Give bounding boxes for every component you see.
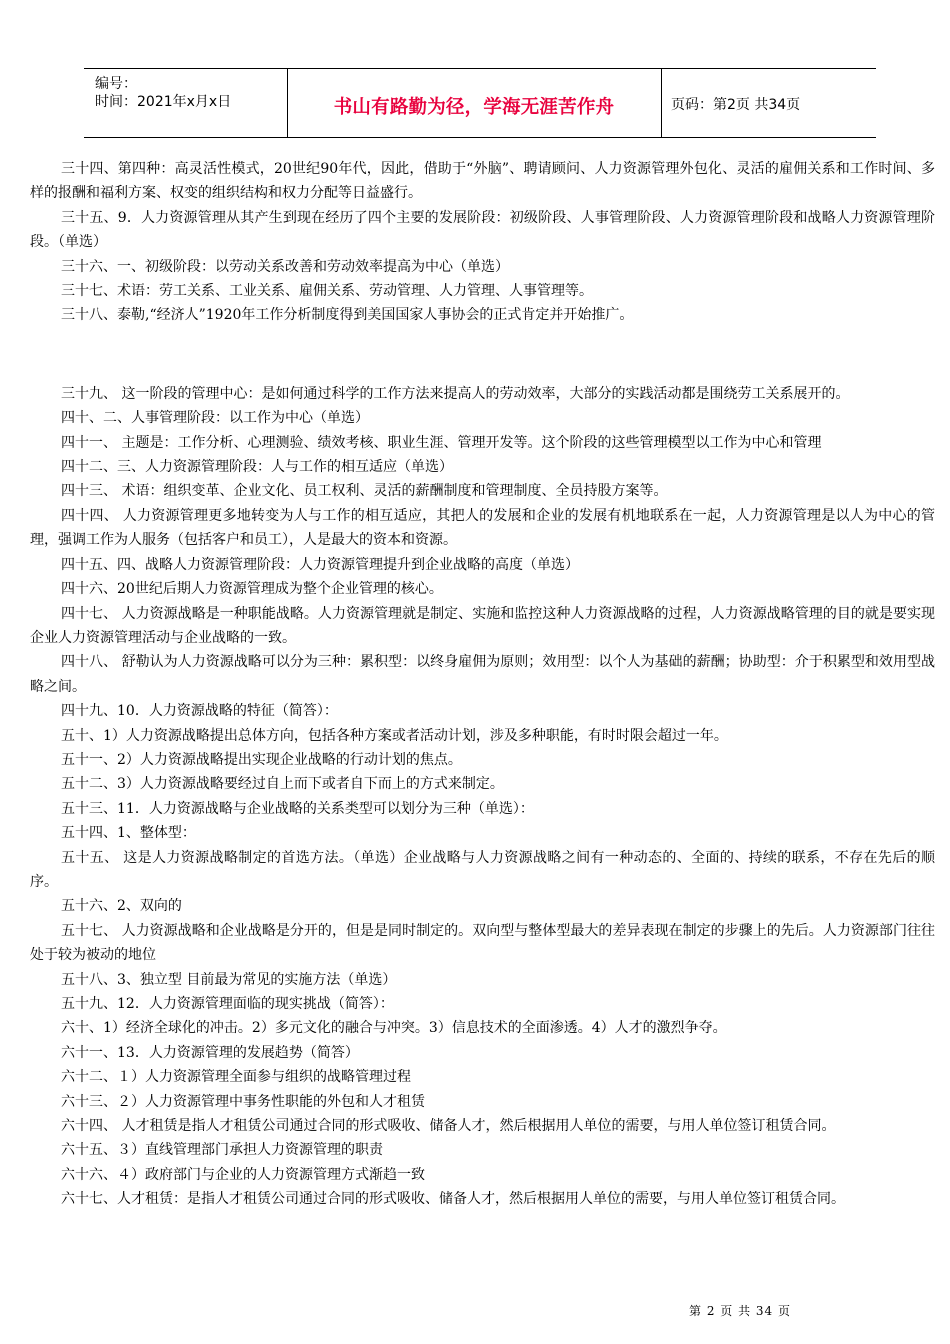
paragraph: 六十一、13．人力资源管理的发展趋势（简答） (61, 1044, 359, 1061)
paragraph: 四十五、四、战略人力资源管理阶段：人力资源管理提升到企业战略的高度（单选） (61, 556, 579, 573)
paragraph: 四十二、三、人力资源管理阶段：人与工作的相互适应（单选） (61, 459, 453, 476)
paragraph: 四十四、 人力资源管理更多地转变为人与工作的相互适应，其把人的发展和企业的发展有机地联系在一起，人力资源管理是以人为中心的管理，强调工作为人服务（包括客户和员工），人是最大的资本和资源。 (30, 507, 935, 549)
paragraph: 五十三、11．人力资源战略与企业战略的关系类型可以划分为三种（单选）： (61, 800, 534, 817)
paragraph: 三十七、术语：劳工关系、工业关系、雇佣关系、劳动管理、人力管理、人事管理等。 (61, 283, 593, 300)
paragraph: 四十、二、人事管理阶段：以工作为中心（单选） (61, 410, 369, 427)
paragraph: 五十六、2、双向的 (61, 898, 182, 915)
header-motto: 书山有路勤为径，学海无涯苦作舟 (333, 97, 615, 118)
paragraph: 三十九、 这一阶段的管理中心：是如何通过科学的工作方法来提高人的劳动效率，大部分的实践活动都是围绕劳工关系展开的。 (61, 385, 850, 402)
paragraph: 五十四、1、整体型： (61, 825, 196, 842)
paragraph: 三十六、一、初级阶段：以劳动关系改善和劳动效率提高为中心（单选） (61, 258, 509, 275)
paragraph: 五十八、3、独立型 目前最为常见的实施方法（单选） (61, 971, 397, 988)
paragraph: 四十三、 术语：组织变革、企业文化、员工权利、灵活的薪酬制度和管理制度、全员持股方案等。 (61, 483, 668, 500)
paragraph: 四十一、 主题是：工作分析、心理测验、绩效考核、职业生涯、管理开发等。这个阶段的这些管理模型以工作为中心和管理 (61, 434, 822, 451)
paragraph: 五十、1）人力资源战略提出总体方向，包括各种方案或者活动计划，涉及多种职能，有时时限会超过一年。 (61, 727, 728, 744)
paragraph: 三十五、9．人力资源管理从其产生到现在经历了四个主要的发展阶段：初级阶段、人事管理阶段、人力资源管理阶段和战略人力资源管理阶段。（单选） (30, 209, 935, 251)
paragraph: 五十二、3）人力资源战略要经过自上而下或者自下而上的方式来制定。 (61, 776, 504, 793)
document-body (30, 157, 935, 1212)
paragraph: 六十五、３）直线管理部门承担人力资源管理的职责 (61, 1142, 383, 1159)
header-motto-cell (287, 69, 662, 137)
paragraph: 四十六、20世纪后期人力资源管理成为整个企业管理的核心。 (61, 581, 443, 598)
paragraph: 六十、1）经济全球化的冲击。2）多元文化的融合与冲突。3）信息技术的全面渗透。4）人才的激烈争夺。 (61, 1020, 727, 1037)
footer-page-number: 第 2 页 共 34 页 (689, 1304, 791, 1318)
paragraph: 六十六、４）政府部门与企业的人力资源管理方式渐趋一致 (61, 1166, 425, 1183)
paragraph: 六十三、２）人力资源管理中事务性职能的外包和人才租赁 (61, 1093, 425, 1110)
paragraph-spacer (30, 344, 935, 366)
document-header (84, 68, 876, 138)
document-time-label: 时间：2021年x月x日 (95, 94, 232, 110)
header-page-cell (661, 69, 876, 137)
paragraph: 五十九、12．人力资源管理面临的现实挑战（简答）： (61, 996, 394, 1012)
paragraph: 三十四、第四种：高灵活性模式，20世纪90年代，因此，借助于“外脑”、聘请顾问、人力资源管理外包化、灵活的雇佣关系和工作时间、多样的报酬和福利方案、权变的组织结构和权力分配等日益盛行。 (30, 161, 935, 202)
paragraph: 四十九、10．人力资源战略的特征（简答）： (61, 703, 338, 720)
paragraph: 六十七、人才租赁：是指人才租赁公司通过合同的形式吸收、储备人才，然后根据用人单位的需要，与用人单位签订租赁合同。 (61, 1191, 845, 1208)
header-page-number: 页码：第2页 共34页 (671, 97, 801, 113)
paragraph: 六十二、１）人力资源管理全面参与组织的战略管理过程 (61, 1069, 411, 1086)
paragraph: 五十五、 这是人力资源战略制定的首选方法。（单选）企业战略与人力资源战略之间有一种动态的、全面的、持续的联系，不存在先后的顺序。 (30, 849, 935, 890)
header-meta-cell (84, 69, 288, 137)
paragraph: 五十一、2）人力资源战略提出实现企业战略的行动计划的焦点。 (61, 751, 462, 768)
paragraph: 五十七、 人力资源战略和企业战略是分开的，但是是同时制定的。双向型与整体型最大的差异表现在制定的步骤上的先后。人力资源部门往往处于较为被动的地位 (30, 922, 935, 964)
document-number-label: 编号： (95, 76, 137, 92)
paragraph: 四十八、 舒勒认为人力资源战略可以分为三种：累积型：以终身雇佣为原则；效用型：以个人为基础的薪酬；协助型：介于积累型和效用型战略之间。 (30, 654, 935, 695)
paragraph: 三十八、泰勒,“经济人”1920年工作分析制度得到美国国家人事协会的正式肯定并开始推广。 (61, 307, 634, 324)
paragraph: 六十四、 人才租赁是指人才租赁公司通过合同的形式吸收、储备人才，然后根据用人单位的需要，与用人单位签订租赁合同。 (61, 1118, 836, 1135)
paragraph: 四十七、 人力资源战略是一种职能战略。人力资源管理就是制定、实施和监控这种人力资源战略的过程，人力资源战略管理的目的就是要实现企业人力资源管理活动与企业战略的一致。 (30, 605, 935, 646)
